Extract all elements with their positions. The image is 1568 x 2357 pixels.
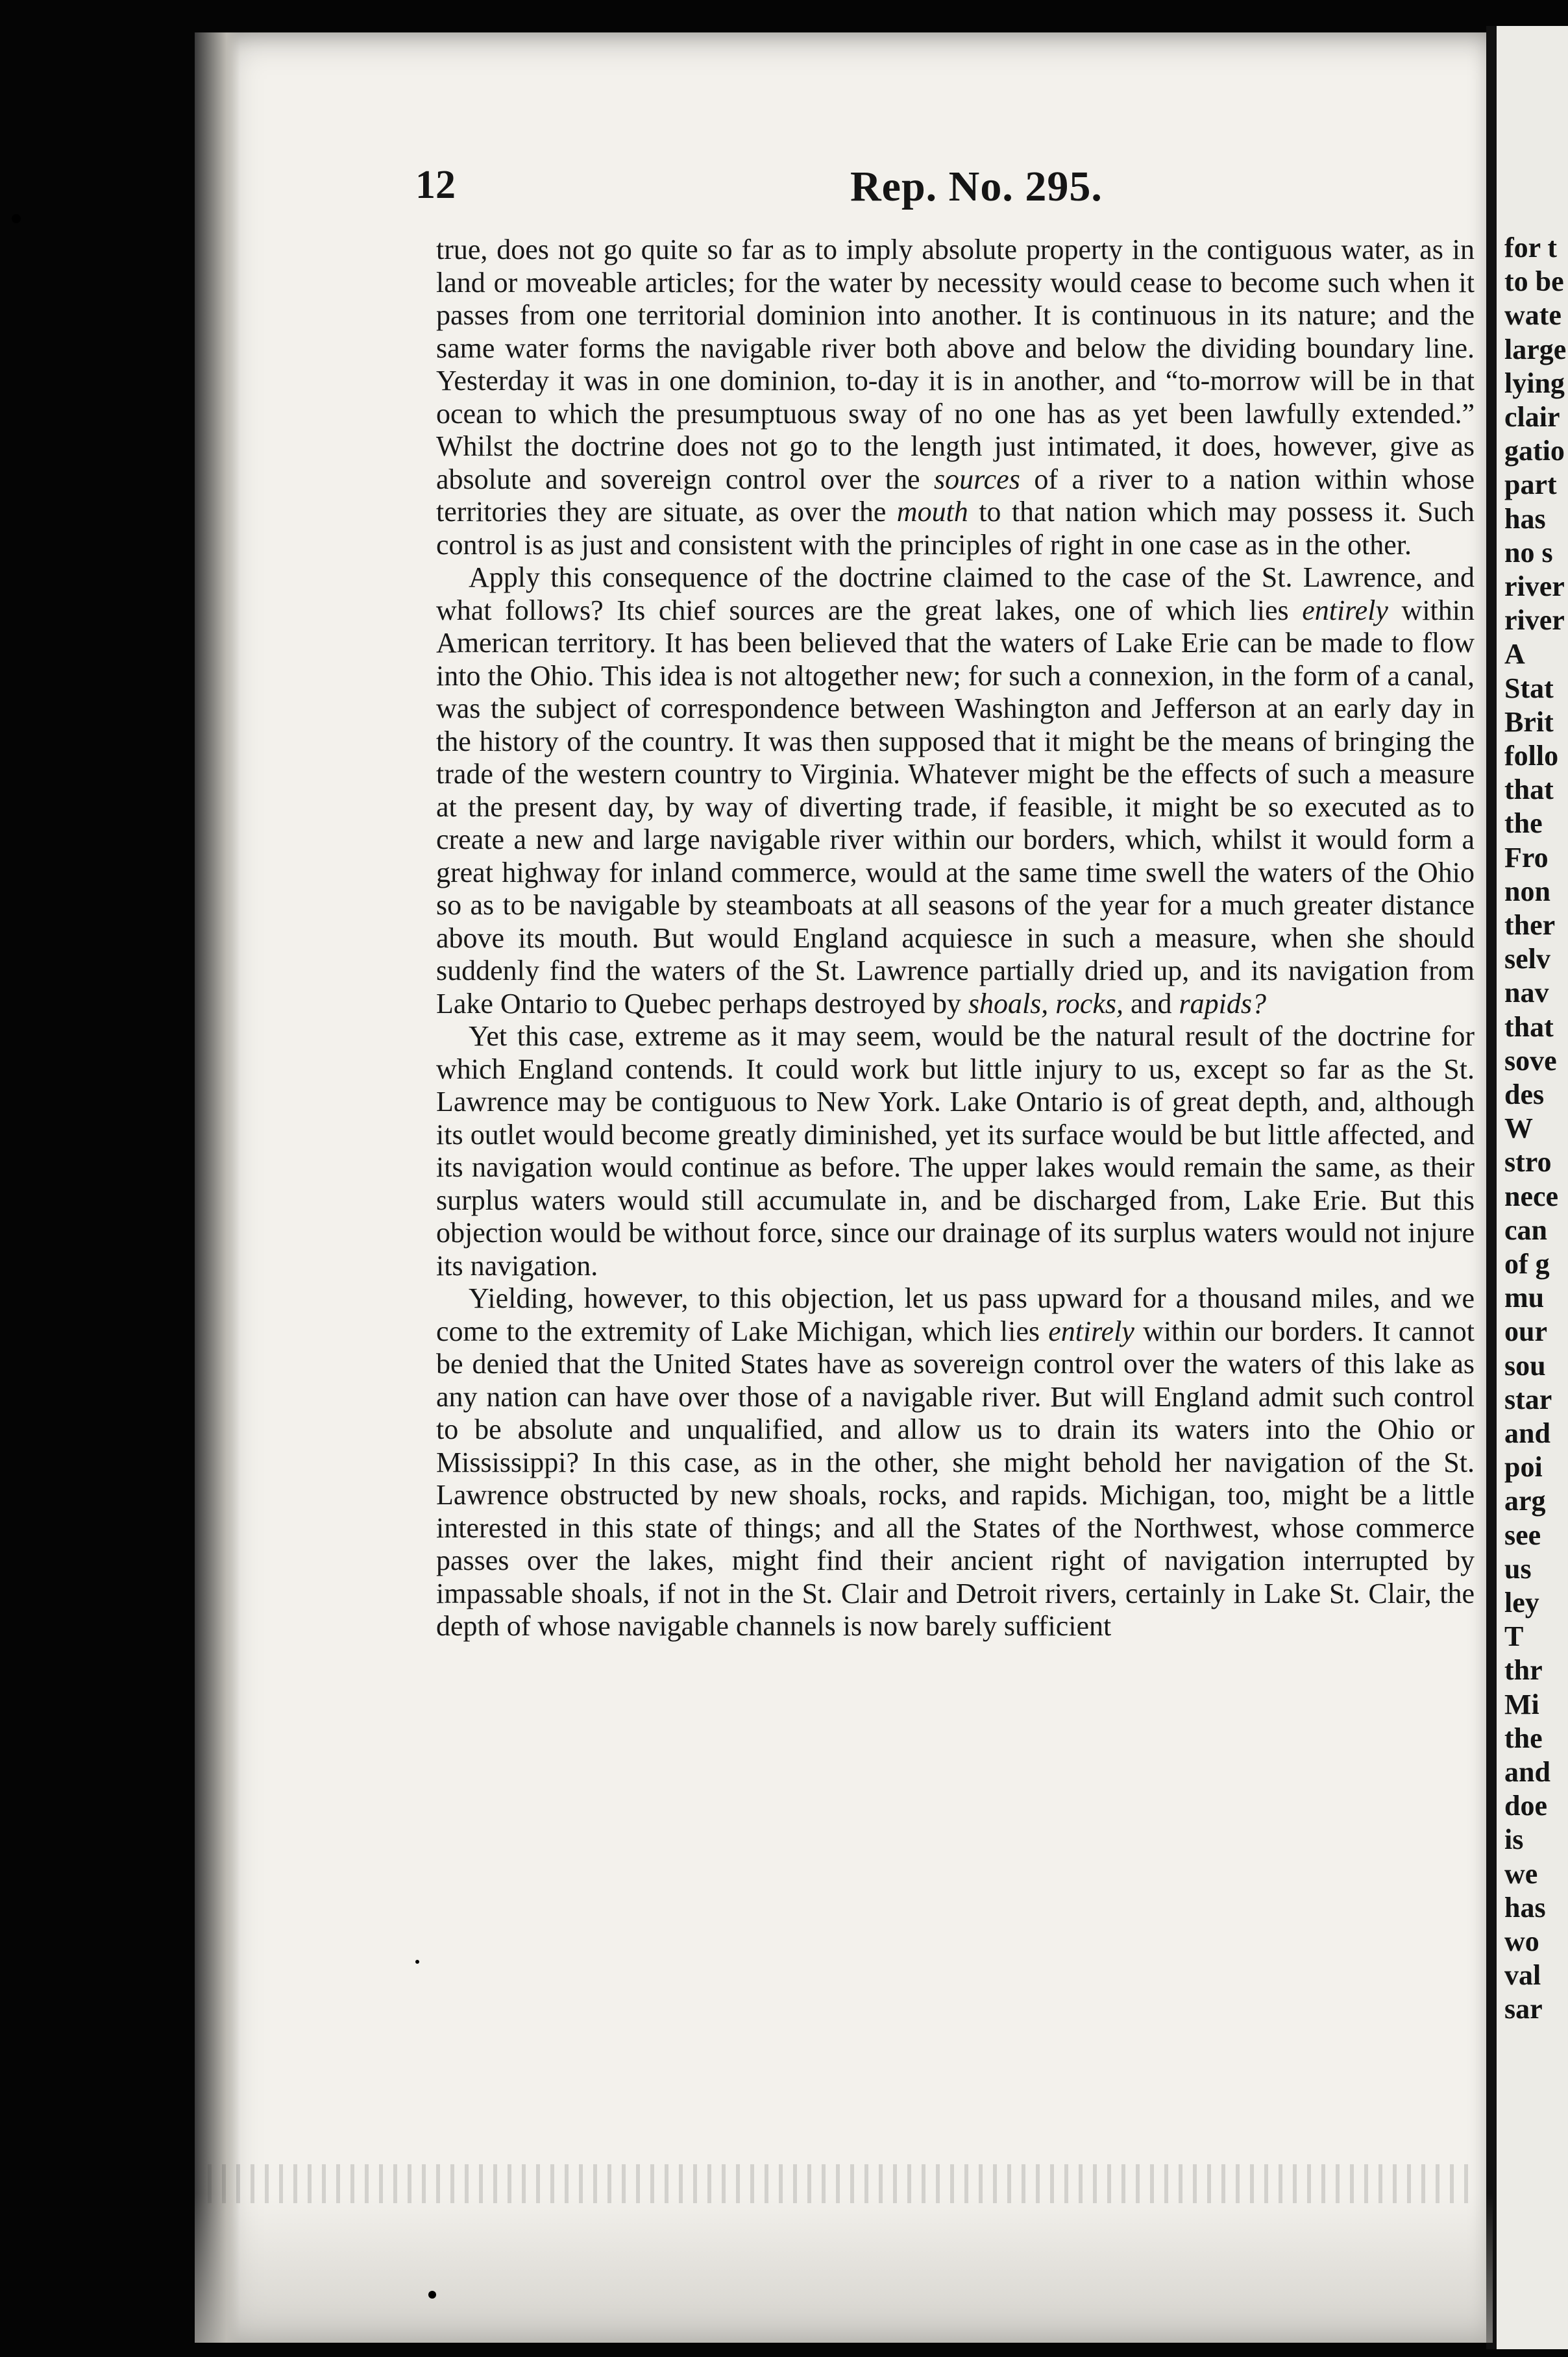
adjacent-page-fragment: wate [1504, 299, 1562, 332]
adjacent-page-fragment: we [1504, 1857, 1538, 1890]
paragraph-4: Yielding, however, to this objection, let us pass upward for a thousand miles, and we come to the extremity of Lake Michigan, which lies entirely within our borders. It cannot be denied that the United States have as sovereign control over the waters of this lake as any nation can have over those of a navigable river. But will England admit such control to be absolute and unqualified, and allow us to drain its waters into the Ohio or Mississippi? In this case, as in the other, she might behold her navigation of the St. Lawrence obstructed by new shoals, rocks, and rapids. Michigan, too, might be a little interested in this state of things; and all the States of the Northwest, whose commerce passes over the lakes, might find their ancient right of navigation interrupted by impassable shoals, if not in the St. Clair and Detroit rivers, certainly in Lake St. Clair, the depth of whose navigable channels is now barely sufficient [436, 1282, 1475, 1642]
adjacent-page-fragment: Brit [1504, 705, 1554, 738]
adjacent-page-fragment: selv [1504, 943, 1550, 975]
adjacent-page-fragment: see [1504, 1519, 1541, 1551]
page-gutter-shadow [195, 32, 240, 2343]
adjacent-page-fragment: ther [1504, 909, 1556, 941]
adjacent-page-fragment: the [1504, 807, 1543, 840]
adjacent-page-fragment: Mi [1504, 1688, 1539, 1720]
adjacent-page-fragment: can [1504, 1214, 1547, 1246]
adjacent-page-fragment: has [1504, 1891, 1546, 1923]
adjacent-page-fragment: wo [1504, 1925, 1539, 1957]
adjacent-page-fragment: arg [1504, 1485, 1546, 1517]
adjacent-page-fragment: and [1504, 1756, 1550, 1788]
emphasis-sources: sources [934, 463, 1020, 495]
page-fold-edge [1486, 26, 1497, 2349]
adjacent-page-fragment: val [1504, 1959, 1541, 1992]
adjacent-page-fragment: thr [1504, 1654, 1543, 1687]
adjacent-page-fragment: river [1504, 570, 1565, 602]
adjacent-page-fragment: ley [1504, 1587, 1539, 1618]
adjacent-page-fragment: nav [1504, 977, 1549, 1009]
emphasis-mouth: mouth [896, 496, 968, 528]
adjacent-page-fragment: river [1504, 604, 1565, 637]
adjacent-page-fragment: Fro [1504, 841, 1549, 873]
adjacent-page-fragment: follo [1504, 740, 1559, 772]
page-header [415, 162, 1324, 214]
adjacent-page-fragment: that [1504, 1010, 1554, 1043]
scan-speck [12, 214, 21, 223]
body-text [436, 234, 1475, 1643]
adjacent-page-fragment: W [1504, 1112, 1533, 1145]
adjacent-page-fragment: star [1504, 1383, 1552, 1415]
paragraph-1: true, does not go quite so far as to imply absolute property in the contiguous water, as in land or moveable articles; for the water by necessity would cease to become such when it passes from one territorial dominion into another. It is continuous in its nature; and the same water forms the navigable river both above and below the dividing boundary line. Yesterday it was in one dominion, to-day it is in another, and “to-morrow will be in that ocean to which the presumptuous sway of no one has as yet been lawfully extended.” Whilst the doctrine does not go to the length just intimated, it does, however, give as absolute and sovereign control over the sources of a river to a nation within whose territories they are situate, as over the mouth to that nation which may possess it. Such control is as just and consistent with the principles of right in one case as in the other. [436, 234, 1475, 561]
adjacent-page-fragment: lying [1504, 367, 1565, 399]
paragraph-3: Yet this case, extreme as it may seem, would be the natural result of the doctrine for which England contends. It could work but little injury to us, except so far as the St. Lawrence may be contiguous to New York. Lake Ontario is of great depth, and, although its outlet would become greatly diminished, yet its surface would be but little affected, and its navigation would continue as before. The upper lakes would remain the same, as their surplus waters would still accumulate in, and be discharged from, Lake Erie. But this objection would be without force, since our drainage of its surplus waters would not injure its navigation. [436, 1020, 1475, 1282]
adjacent-page-fragment: the [1504, 1722, 1543, 1754]
emphasis-shoals-rocks: shoals, rocks, [968, 987, 1123, 1020]
adjacent-page-fragment: us [1504, 1552, 1532, 1585]
adjacent-page-fragment: doe [1504, 1790, 1547, 1822]
adjacent-page-fragment: poi [1504, 1451, 1543, 1484]
adjacent-page-strip [1497, 26, 1568, 2349]
adjacent-page-fragment: mu [1504, 1282, 1545, 1314]
adjacent-page-fragment: sou [1504, 1349, 1546, 1382]
adjacent-page-fragment: to be [1504, 265, 1564, 298]
adjacent-page-fragment: gatio [1504, 435, 1565, 467]
emphasis-rapids: rapids? [1179, 987, 1266, 1020]
emphasis-entirely-2: entirely [1048, 1315, 1134, 1347]
adjacent-page-fragment: T [1504, 1620, 1524, 1653]
adjacent-page-fragment: no s [1504, 536, 1553, 568]
page-number: 12 [415, 163, 456, 207]
adjacent-page-fragment: large [1504, 333, 1567, 365]
adjacent-page-fragment: clair [1504, 401, 1560, 433]
scan-speck [428, 2291, 436, 2299]
adjacent-page-fragment: sove [1504, 1044, 1557, 1077]
adjacent-page-fragment: part [1504, 469, 1557, 501]
adjacent-page-fragment: sar [1504, 1993, 1543, 2025]
running-head: Rep. No. 295. [850, 163, 1103, 210]
paragraph-2: Apply this consequence of the doctrine claimed to the case of the St. Lawrence, and what follows? Its chief sources are the great lakes, one of which lies entirely within American territory. It has been believed that the waters of Lake Erie can be made to flow into the Ohio. This idea is not altogether new; for such a connexion, in the form of a canal, was the subject of correspondence between Washington and Jefferson at an early day in the history of the country. It was then supposed that it might be the means of bringing the trade of the western country to Virginia. Whatever might be the effects of such a measure at the present day, by way of diverting trade, if feasible, it might be so executed as to create a new and large navigable river within our borders, which, whilst it would form a great highway for inland commerce, would at the same time swell the waters of the Ohio so as to be navigable by steamboats at all seasons of the year for a much greater distance above its mouth. But would England acquiesce in such a measure, when she should suddenly find the waters of the St. Lawrence partially dried up, and its navigation from Lake Ontario to Quebec perhaps destroyed by shoals, rocks, and rapids? [436, 561, 1475, 1020]
adjacent-page-fragment: that [1504, 774, 1554, 806]
adjacent-page-fragment: and [1504, 1417, 1550, 1449]
scan-speck [415, 1960, 419, 1964]
adjacent-page-fragment: A [1504, 638, 1525, 670]
adjacent-page-fragment: of g [1504, 1248, 1550, 1280]
adjacent-page-fragment: has [1504, 502, 1546, 535]
adjacent-page-fragment: Stat [1504, 672, 1554, 704]
adjacent-page-fragment: non [1504, 875, 1550, 907]
emphasis-entirely: entirely [1302, 594, 1388, 626]
adjacent-page-fragment: stro [1504, 1146, 1552, 1178]
adjacent-page-fragment: for t [1504, 232, 1558, 263]
adjacent-page-fragment: our [1504, 1315, 1547, 1348]
adjacent-page-fragment: is [1504, 1824, 1524, 1856]
adjacent-page-fragment: des [1504, 1079, 1545, 1110]
page-bottom-shade [195, 2193, 1493, 2343]
adjacent-page-fragment: nece [1504, 1180, 1559, 1212]
